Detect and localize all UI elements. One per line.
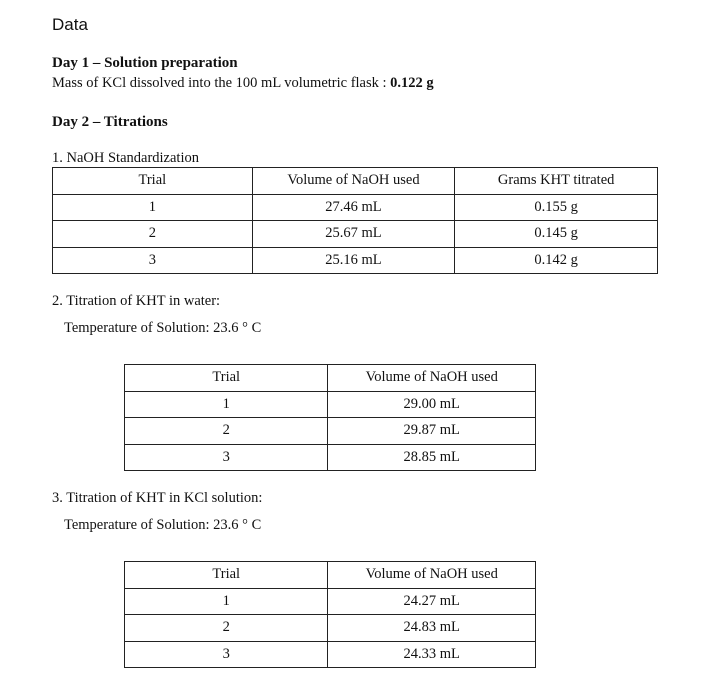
table-cell: 3 [125,641,328,668]
table-row [125,588,536,615]
kht-water-table [124,364,536,471]
table-row [53,194,658,221]
day1-mass-line [52,75,434,92]
table-cell: 0.145 g [455,221,658,248]
day1-mass-value: 0.122 g [390,75,434,91]
table-cell: 27.46 mL [252,194,455,221]
table-row [125,641,536,668]
header-cell: Volume of NaOH used [328,562,536,589]
table-cell: 1 [125,588,328,615]
table-cell: 24.83 mL [328,615,536,642]
day1-title: Day 1 – Solution preparation [52,55,238,71]
page-heading: Data [52,15,88,34]
table-cell: 2 [125,615,328,642]
table-cell: 2 [53,221,253,248]
table-cell: 0.142 g [455,247,658,274]
header-cell: Trial [125,365,328,392]
kht-kcl-table [124,561,536,668]
header-cell: Trial [125,562,328,589]
table-cell: 1 [53,194,253,221]
header-cell: Volume of NaOH used [328,365,536,392]
table-cell: 1 [125,391,328,418]
table-cell: 29.00 mL [328,391,536,418]
table-row [125,391,536,418]
table-header-row [125,365,536,392]
naoh-standardization-table [52,167,658,274]
table-cell: 24.33 mL [328,641,536,668]
section3-title: 3. Titration of KHT in KCl solution: [52,490,263,506]
section2-title: 2. Titration of KHT in water: [52,293,221,309]
table-cell: 3 [53,247,253,274]
table-row [125,444,536,471]
table-cell: 28.85 mL [328,444,536,471]
table-row [125,615,536,642]
table-row [53,221,658,248]
table-cell: 25.16 mL [252,247,455,274]
section2-temperature: Temperature of Solution: 23.6 ° C [64,320,262,336]
day2-title: Day 2 – Titrations [52,114,168,130]
table-header-row [125,562,536,589]
table-row [53,247,658,274]
table-row [125,418,536,445]
table-header-row [53,168,658,195]
table-cell: 0.155 g [455,194,658,221]
table-cell: 3 [125,444,328,471]
table-cell: 25.67 mL [252,221,455,248]
table-cell: 2 [125,418,328,445]
table-cell: 24.27 mL [328,588,536,615]
day1-mass-text: Mass of KCl dissolved into the 100 mL volumetric flask : [52,75,387,91]
section3-temperature: Temperature of Solution: 23.6 ° C [64,517,262,533]
header-cell: Trial [53,168,253,195]
section1-title: 1. NaOH Standardization [52,150,199,166]
table-cell: 29.87 mL [328,418,536,445]
header-cell: Volume of NaOH used [252,168,455,195]
header-cell: Grams KHT titrated [455,168,658,195]
